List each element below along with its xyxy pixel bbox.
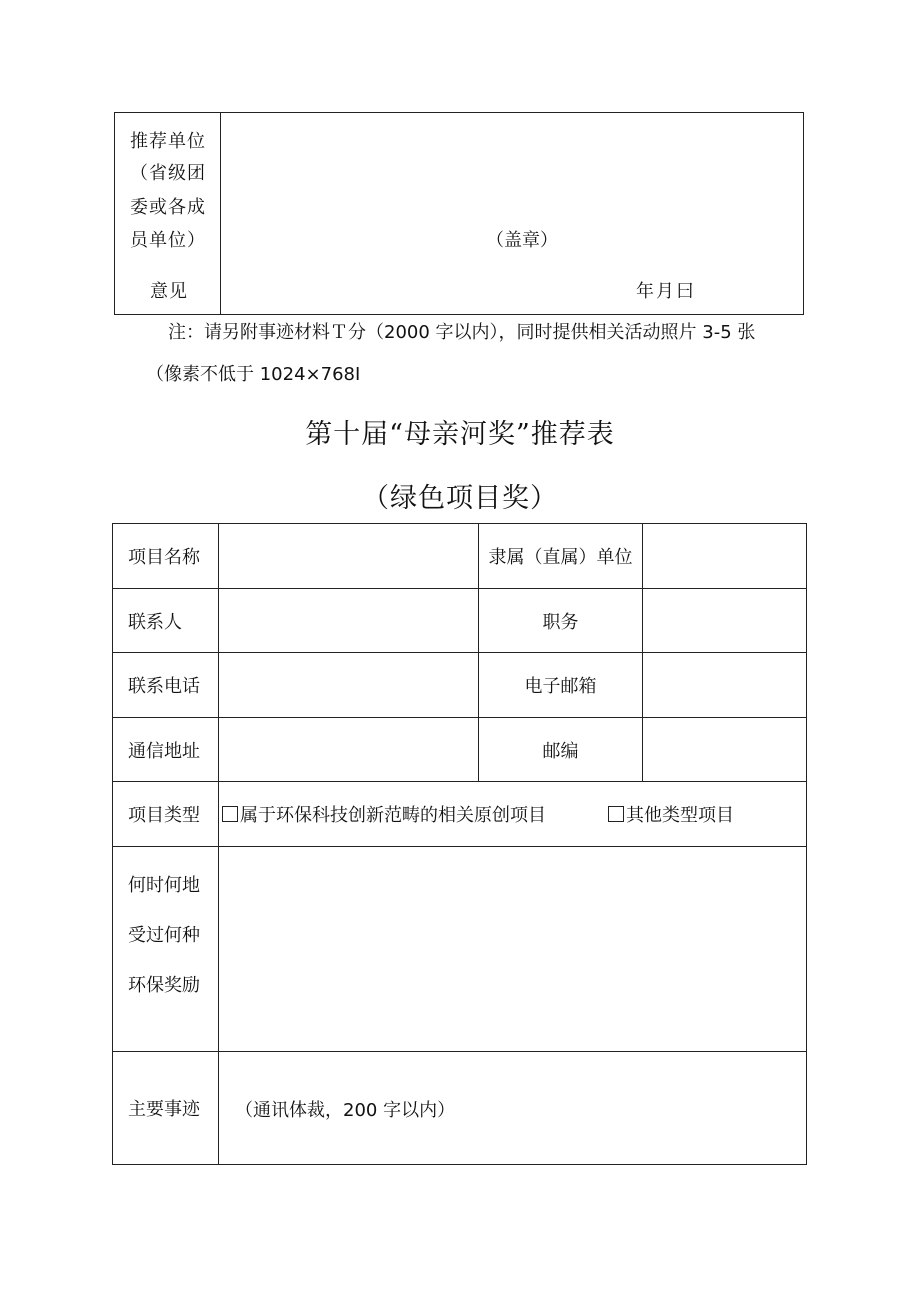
main-deeds-hint: （通讯体裁，200 字以内） <box>235 1100 456 1121</box>
postcode-label: 邮编 <box>479 718 643 782</box>
table-row <box>113 589 807 653</box>
table-row <box>113 1052 807 1165</box>
recommender-label-line4: 员单位） <box>130 230 206 251</box>
table-row <box>113 653 807 718</box>
project-name-field[interactable] <box>219 524 479 589</box>
table-row <box>113 718 807 782</box>
address-field[interactable] <box>219 718 479 782</box>
address-label: 通信地址 <box>113 718 219 782</box>
awards-label <box>113 847 219 1052</box>
recommender-label-line1: 推荐单位 <box>130 131 206 152</box>
email-field[interactable] <box>643 653 807 718</box>
nomination-form-table <box>112 523 807 1165</box>
recommender-label-line3: 委或各成 <box>130 197 206 218</box>
checkbox-tech-innovation[interactable] <box>222 806 238 822</box>
table-row <box>113 524 807 589</box>
table-row <box>113 782 807 847</box>
recommender-label-line2: （省级团 <box>130 163 206 184</box>
position-label: 职务 <box>479 589 643 653</box>
main-deeds-label: 主要事迹 <box>113 1052 219 1165</box>
affiliated-unit-label: 隶属（直属）单位 <box>479 524 643 589</box>
stamp-text: （盖章） <box>486 230 558 251</box>
project-name-label: 项目名称 <box>113 524 219 589</box>
awards-field[interactable] <box>219 847 807 1052</box>
option-tech-innovation-label: 属于环保科技创新范畴的相关原创项目 <box>240 805 546 826</box>
note-line-2: （像素不低于 1024×768I <box>146 364 361 385</box>
recommender-label-opinion: 意见 <box>150 281 188 302</box>
awards-label-line2: 受过何种 <box>128 925 200 946</box>
table-row <box>113 847 807 1052</box>
project-type-label: 项目类型 <box>113 782 219 847</box>
option-other-type-label: 其他类型项目 <box>626 805 734 826</box>
main-deeds-field[interactable] <box>219 1052 807 1165</box>
affiliated-unit-field[interactable] <box>643 524 807 589</box>
note-line-1: 注：请另附事迹材料Ｔ分（2000 字以内），同时提供相关活动照片 3-5 张 <box>168 322 756 343</box>
postcode-field[interactable] <box>643 718 807 782</box>
checkbox-other-type[interactable] <box>608 806 624 822</box>
form-title: 第十届“母亲河奖”推荐表 <box>305 419 615 450</box>
phone-label: 联系电话 <box>113 653 219 718</box>
project-type-options <box>219 782 807 847</box>
contact-person-field[interactable] <box>219 589 479 653</box>
awards-label-line1: 何时何地 <box>128 875 200 896</box>
form-subtitle: （绿色项目奖） <box>362 483 558 514</box>
awards-label-line3: 环保奖励 <box>128 975 200 996</box>
phone-field[interactable] <box>219 653 479 718</box>
position-field[interactable] <box>643 589 807 653</box>
email-label: 电子邮箱 <box>479 653 643 718</box>
contact-person-label: 联系人 <box>113 589 219 653</box>
date-text: 年月曰 <box>636 281 696 302</box>
